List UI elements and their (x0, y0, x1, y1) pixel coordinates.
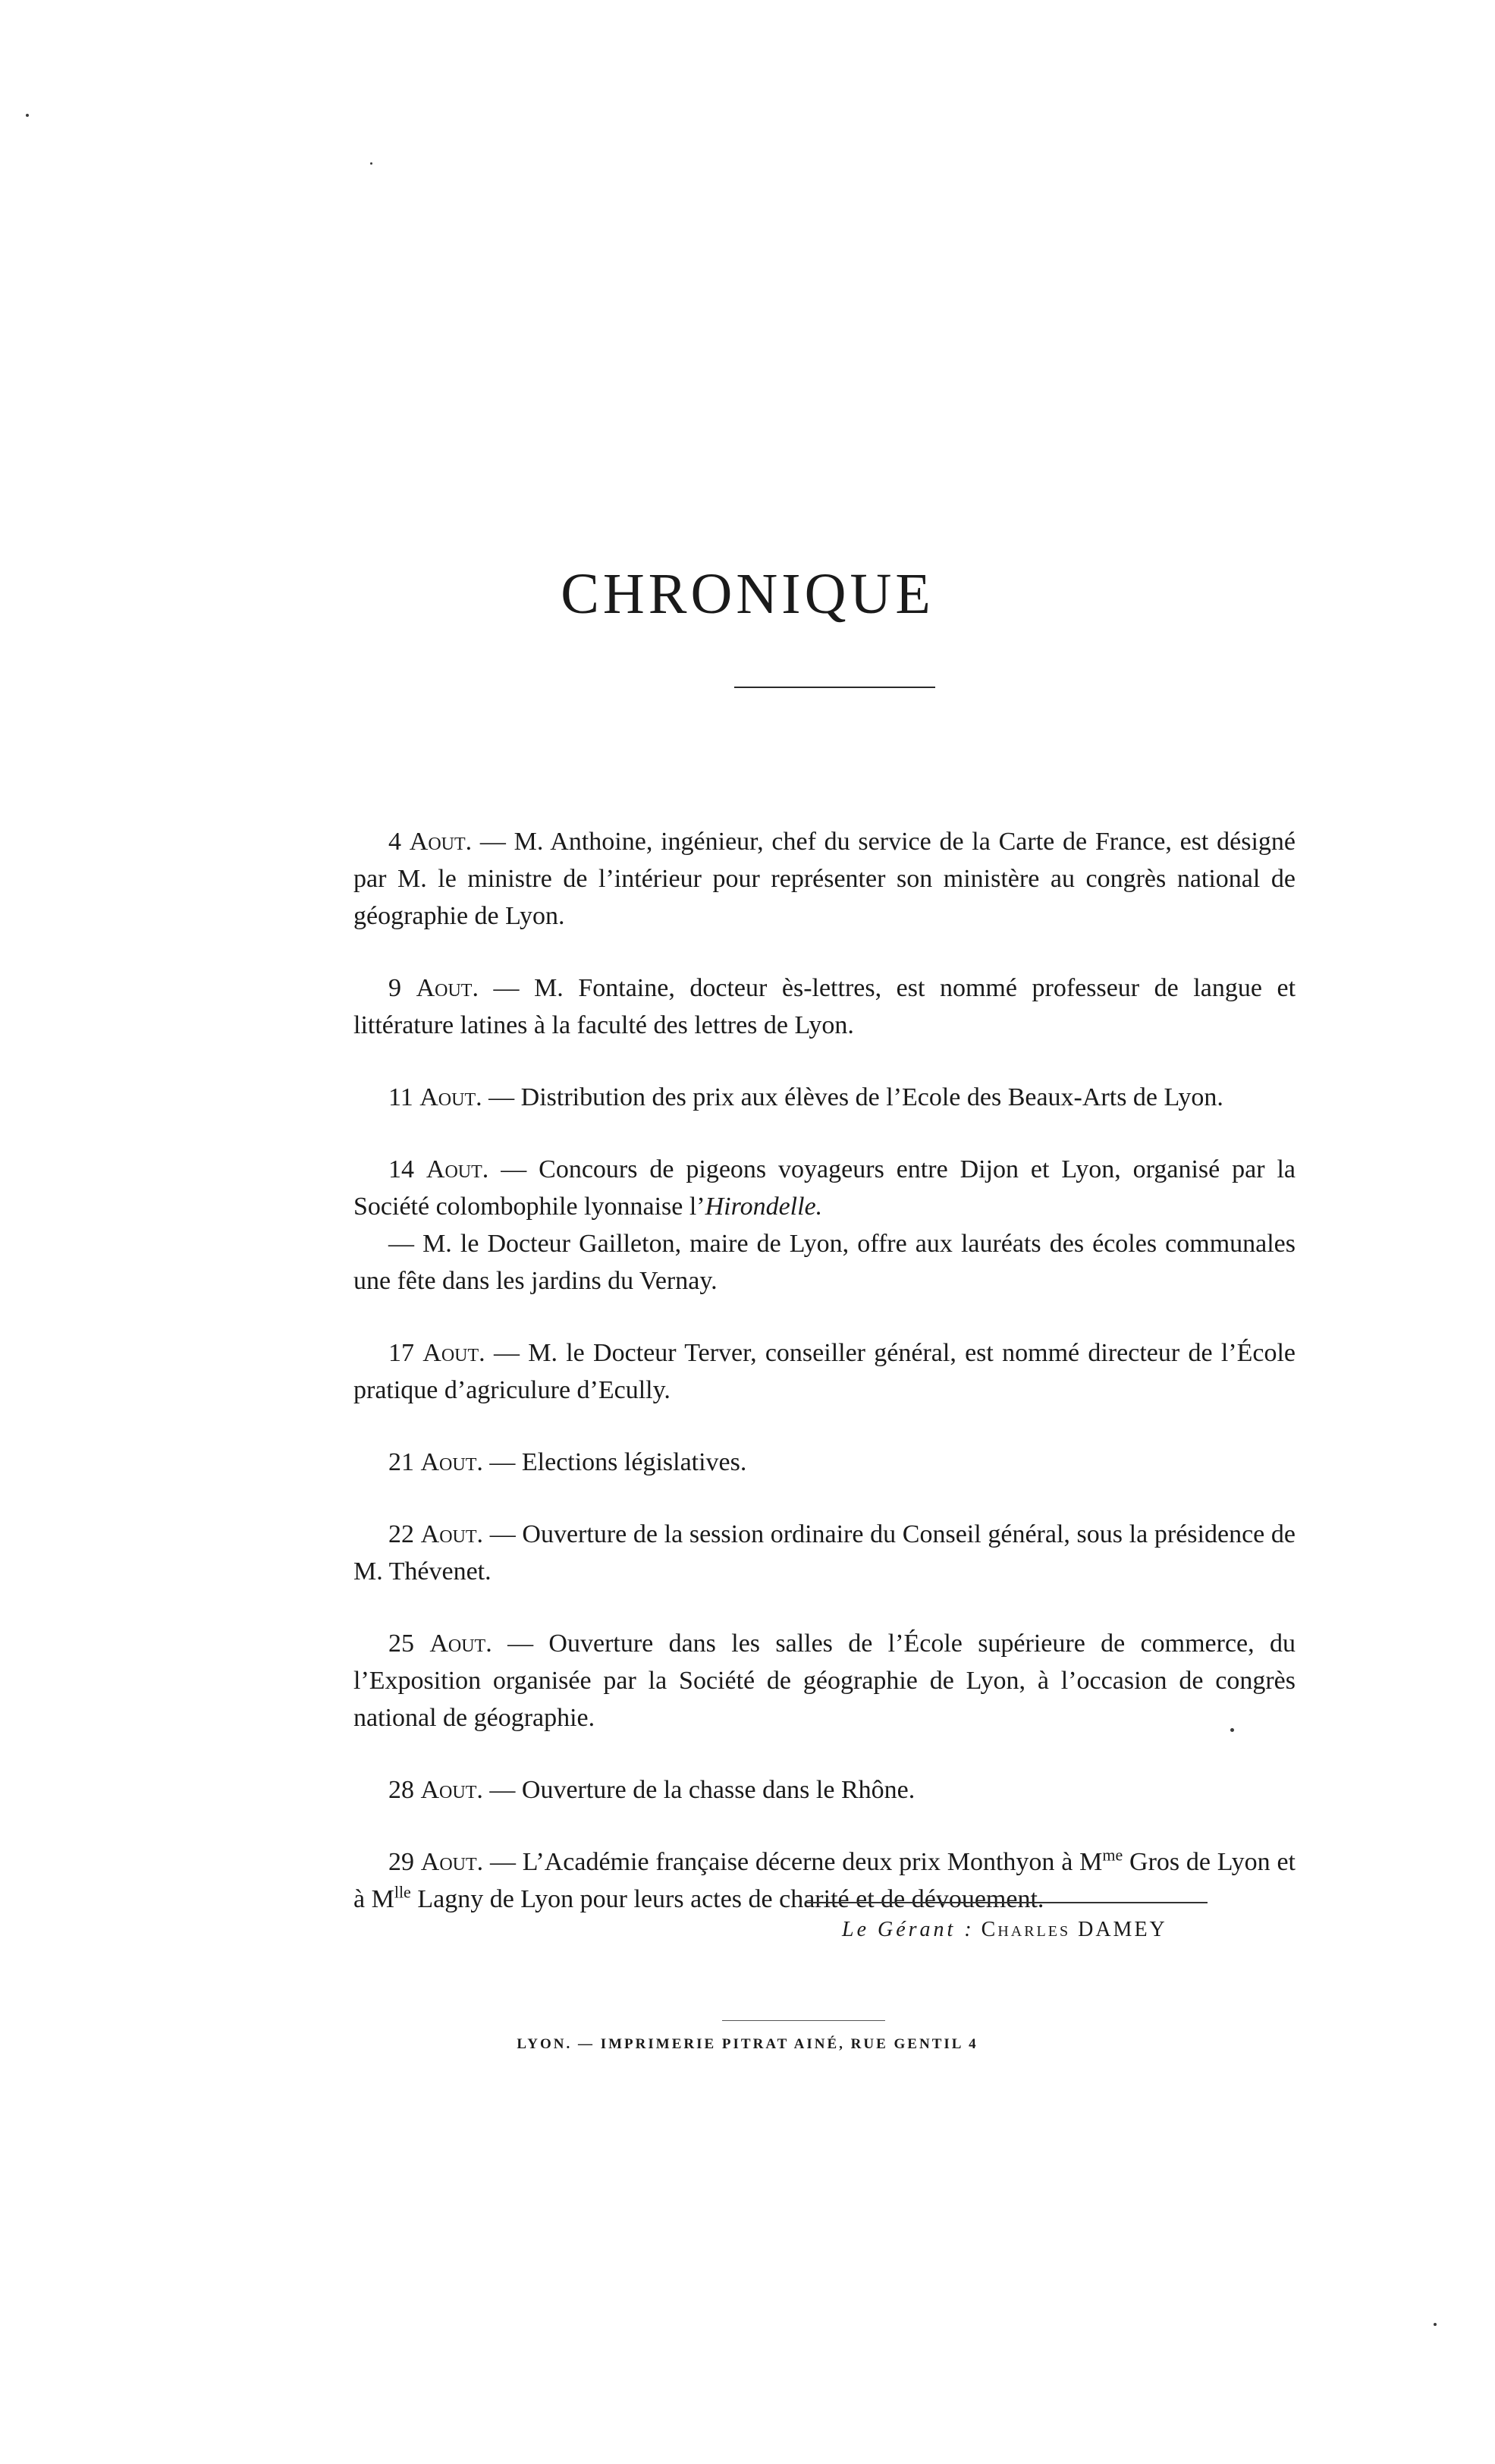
entry-text: — Elections législatives. (489, 1448, 747, 1476)
imprint-divider (722, 2020, 885, 2021)
entry-month: Aout. (420, 1448, 483, 1476)
signature-divider (806, 1902, 1208, 1903)
entry-text: — M. Fontaine, docteur ès-lettres, est nommé professeur de langue et littérature latines à la faculté des lettres de Lyon. (353, 974, 1296, 1039)
signature-name: Charles DAMEY (981, 1918, 1167, 1941)
chronicle-entry (353, 1625, 1296, 1736)
signature-role: Le Gérant : (842, 1918, 975, 1941)
entry-month: Aout. (419, 1083, 482, 1111)
title-divider (734, 687, 935, 688)
entry-text: Gros de Lyon et à M (353, 1848, 1296, 1913)
entry-month: Aout. (422, 1339, 485, 1367)
entry-month: Aout. (426, 1155, 489, 1183)
entry-day: 14 (388, 1155, 414, 1183)
entry-month: Aout. (429, 1630, 492, 1658)
entry-month: Aout. (420, 1776, 483, 1804)
entry-day: 22 (388, 1520, 414, 1548)
entry-text: Lagny de Lyon pour leurs actes de charité et de dévouement. (410, 1885, 1044, 1913)
entry-month: Aout. (416, 974, 479, 1002)
entry-superscript: me (1102, 1845, 1123, 1865)
entry-day: 9 (388, 974, 401, 1002)
entry-text: — M. Anthoine, ingénieur, chef du service de la Carte de France, est désigné par M. le ministre de l’intérieur pour représenter son ministère au congrès national de géographie de Lyon. (353, 828, 1296, 930)
entry-day: 11 (388, 1083, 413, 1111)
chronicle-entry (353, 1444, 1296, 1481)
entry-italic-name: Hirondelle. (705, 1193, 823, 1221)
entry-day: 28 (388, 1776, 414, 1804)
entry-month: Aout. (420, 1520, 484, 1548)
chronicle-entry (353, 1516, 1296, 1590)
scan-speck (370, 162, 372, 165)
entry-text: — M. le Docteur Terver, conseiller général, est nommé directeur de l’École pratique d’agriculure d’Ecully. (353, 1339, 1296, 1404)
chronicle-entry (353, 823, 1296, 935)
entry-day: 21 (388, 1448, 414, 1476)
page-title: CHRONIQUE (561, 562, 934, 626)
scan-speck (1434, 2323, 1437, 2326)
chronicle-entry (353, 1151, 1296, 1300)
chronicle-entry (353, 1843, 1296, 1918)
chronicle-entries (353, 823, 1296, 1953)
entry-text: — Ouverture dans les salles de l’École supérieure de commerce, du l’Exposition organisée par la Société de géographie de Lyon, à l’occasion de congrès national de géographie. (353, 1630, 1296, 1732)
entry-day: 4 (388, 828, 401, 856)
chronicle-entry (353, 1771, 1296, 1809)
chronicle-entry (353, 970, 1296, 1044)
chronicle-entry (353, 1334, 1296, 1409)
chronicle-entry (353, 1079, 1296, 1116)
entry-superscript: lle (394, 1882, 411, 1902)
entry-text: — Ouverture de la session ordinaire du Conseil général, sous la présidence de M. Thévenet. (353, 1520, 1296, 1586)
entry-day: 29 (388, 1848, 414, 1876)
scan-speck (1230, 1728, 1234, 1732)
signature (842, 1918, 1236, 1942)
entry-month: Aout. (409, 828, 473, 856)
entry-text: — Concours de pigeons voyageurs entre Dijon et Lyon, organisé par la Société colombophile lyonnaise l’ (353, 1155, 1296, 1221)
entry-text: — Ouverture de la chasse dans le Rhône. (489, 1776, 916, 1804)
entry-day: 25 (388, 1630, 414, 1658)
entry-text: — Distribution des prix aux élèves de l’Ecole des Beaux-Arts de Lyon. (488, 1083, 1223, 1111)
entry-text: — L’Académie française décerne deux prix Monthyon à M (489, 1848, 1103, 1876)
entry-month: Aout. (420, 1848, 484, 1876)
printer-imprint: LYON. — IMPRIMERIE PITRAT AINÉ, RUE GENTIL 4 (517, 2036, 978, 2052)
entry-day: 17 (388, 1339, 414, 1367)
scan-speck (26, 114, 29, 117)
entry-subtext: — M. le Docteur Gailleton, maire de Lyon, offre aux lauréats des écoles communales une fête dans les jardins du Vernay. (353, 1230, 1296, 1295)
